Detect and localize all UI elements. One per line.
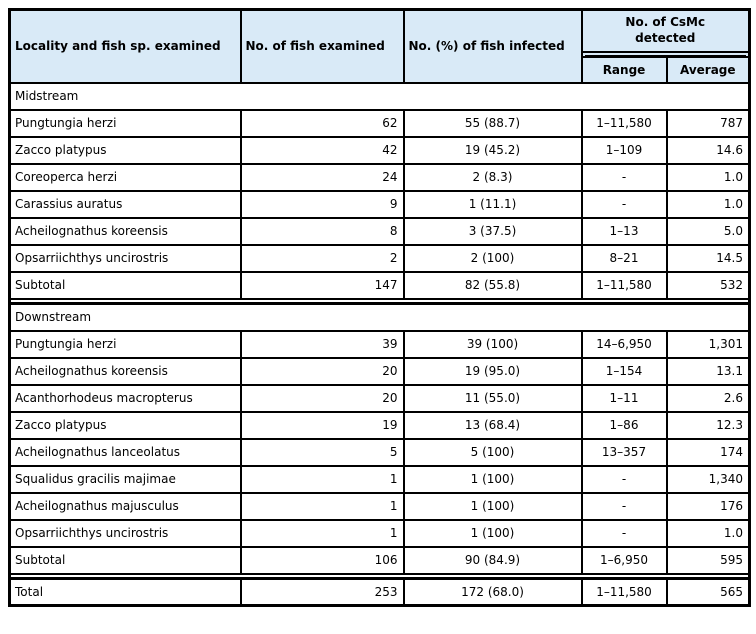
- range-cell: 1–154: [582, 358, 667, 385]
- infected-cell: 172 (68.0): [404, 579, 582, 606]
- species-cell: Acheilognathus koreensis: [10, 218, 241, 245]
- examined-cell: 19: [241, 412, 404, 439]
- infected-cell: 3 (37.5): [404, 218, 582, 245]
- examined-cell: 147: [241, 272, 404, 299]
- thin-rule: [585, 55, 747, 56]
- table-row: [10, 218, 750, 245]
- examined-cell: 42: [241, 137, 404, 164]
- infected-cell: 1 (100): [404, 520, 582, 547]
- species-cell: Carassius auratus: [10, 191, 241, 218]
- species-cell: Opsarriichthys uncirostris: [10, 245, 241, 272]
- table-row: [10, 164, 750, 191]
- examined-cell: 24: [241, 164, 404, 191]
- average-cell: 1,301: [667, 331, 750, 358]
- infected-cell: 2 (8.3): [404, 164, 582, 191]
- table-row: [10, 466, 750, 493]
- average-cell: 174: [667, 439, 750, 466]
- range-cell: 8–21: [582, 245, 667, 272]
- average-cell: 5.0: [667, 218, 750, 245]
- species-cell: Zacco platypus: [10, 412, 241, 439]
- species-cell: Opsarriichthys uncirostris: [10, 520, 241, 547]
- average-cell: 176: [667, 493, 750, 520]
- species-cell: Acheilognathus lanceolatus: [10, 439, 241, 466]
- average-cell: 1.0: [667, 520, 750, 547]
- infected-cell: 1 (100): [404, 466, 582, 493]
- table-row: [10, 110, 750, 137]
- examined-cell: 106: [241, 547, 404, 574]
- infected-cell: 1 (11.1): [404, 191, 582, 218]
- infected-cell: 5 (100): [404, 439, 582, 466]
- examined-cell: 39: [241, 331, 404, 358]
- subtotal-row: [10, 547, 750, 574]
- examined-cell: 253: [241, 579, 404, 606]
- species-cell: Zacco platypus: [10, 137, 241, 164]
- average-cell: 532: [667, 272, 750, 299]
- header-row-main: [10, 10, 750, 52]
- section-row: [10, 304, 750, 331]
- average-cell: 1.0: [667, 164, 750, 191]
- col-header-infected: No. (%) of fish infected: [404, 10, 582, 83]
- table-row: [10, 493, 750, 520]
- table-row: [10, 245, 750, 272]
- thin-rule: [11, 302, 748, 303]
- infected-cell: 19 (45.2): [404, 137, 582, 164]
- col-header-csmc-group: [582, 10, 750, 52]
- species-cell: Squalidus gracilis majimae: [10, 466, 241, 493]
- species-cell: Acanthorhodeus macropterus: [10, 385, 241, 412]
- range-cell: 14–6,950: [582, 331, 667, 358]
- infected-cell: 90 (84.9): [404, 547, 582, 574]
- infected-cell: 39 (100): [404, 331, 582, 358]
- average-cell: 2.6: [667, 385, 750, 412]
- species-cell: Subtotal: [10, 547, 241, 574]
- average-cell: 14.6: [667, 137, 750, 164]
- col-header-locality: Locality and fish sp. examined: [10, 10, 241, 83]
- average-cell: 787: [667, 110, 750, 137]
- section-label: Downstream: [10, 304, 750, 331]
- species-cell: Subtotal: [10, 272, 241, 299]
- range-cell: 1–11,580: [582, 110, 667, 137]
- average-cell: 13.1: [667, 358, 750, 385]
- range-cell: 1–11: [582, 385, 667, 412]
- species-cell: Pungtungia herzi: [10, 331, 241, 358]
- species-cell: Coreoperca herzi: [10, 164, 241, 191]
- average-cell: 1,340: [667, 466, 750, 493]
- species-cell: Total: [10, 579, 241, 606]
- examined-cell: 1: [241, 493, 404, 520]
- average-cell: 12.3: [667, 412, 750, 439]
- table-body: [10, 83, 750, 606]
- col-header-range: Range: [582, 57, 667, 83]
- examined-cell: 2: [241, 245, 404, 272]
- section-row: [10, 83, 750, 110]
- section-label: Midstream: [10, 83, 750, 110]
- range-cell: 1–109: [582, 137, 667, 164]
- table-row: [10, 520, 750, 547]
- col-header-examined: No. of fish examined: [241, 10, 404, 83]
- range-cell: 1–11,580: [582, 579, 667, 606]
- species-cell: Acheilognathus majusculus: [10, 493, 241, 520]
- range-cell: -: [582, 520, 667, 547]
- examined-cell: 62: [241, 110, 404, 137]
- infected-cell: 13 (68.4): [404, 412, 582, 439]
- total-row: [10, 579, 750, 606]
- examined-cell: 5: [241, 439, 404, 466]
- average-cell: 595: [667, 547, 750, 574]
- table-row: [10, 412, 750, 439]
- examined-cell: 20: [241, 358, 404, 385]
- species-cell: Pungtungia herzi: [10, 110, 241, 137]
- table-row: [10, 137, 750, 164]
- average-cell: 14.5: [667, 245, 750, 272]
- csmc-group-label: No. of CsMc detected: [625, 15, 706, 45]
- range-cell: 1–86: [582, 412, 667, 439]
- range-cell: -: [582, 493, 667, 520]
- range-cell: -: [582, 191, 667, 218]
- fish-infection-table: [8, 8, 751, 607]
- examined-cell: 1: [241, 466, 404, 493]
- infected-cell: 1 (100): [404, 493, 582, 520]
- subtotal-row: [10, 272, 750, 299]
- examined-cell: 8: [241, 218, 404, 245]
- average-cell: 565: [667, 579, 750, 606]
- range-cell: 1–6,950: [582, 547, 667, 574]
- infected-cell: 82 (55.8): [404, 272, 582, 299]
- table-row: [10, 439, 750, 466]
- range-cell: -: [582, 466, 667, 493]
- infected-cell: 19 (95.0): [404, 358, 582, 385]
- table-row: [10, 331, 750, 358]
- range-cell: 1–13: [582, 218, 667, 245]
- range-cell: -: [582, 164, 667, 191]
- table-header: [10, 10, 750, 83]
- infected-cell: 55 (88.7): [404, 110, 582, 137]
- infected-cell: 11 (55.0): [404, 385, 582, 412]
- examined-cell: 9: [241, 191, 404, 218]
- species-cell: Acheilognathus koreensis: [10, 358, 241, 385]
- examined-cell: 1: [241, 520, 404, 547]
- infected-cell: 2 (100): [404, 245, 582, 272]
- range-cell: 13–357: [582, 439, 667, 466]
- table-row: [10, 385, 750, 412]
- table-row: [10, 358, 750, 385]
- table-row: [10, 191, 750, 218]
- average-cell: 1.0: [667, 191, 750, 218]
- col-header-average: Average: [667, 57, 750, 83]
- range-cell: 1–11,580: [582, 272, 667, 299]
- examined-cell: 20: [241, 385, 404, 412]
- thin-rule: [11, 577, 748, 578]
